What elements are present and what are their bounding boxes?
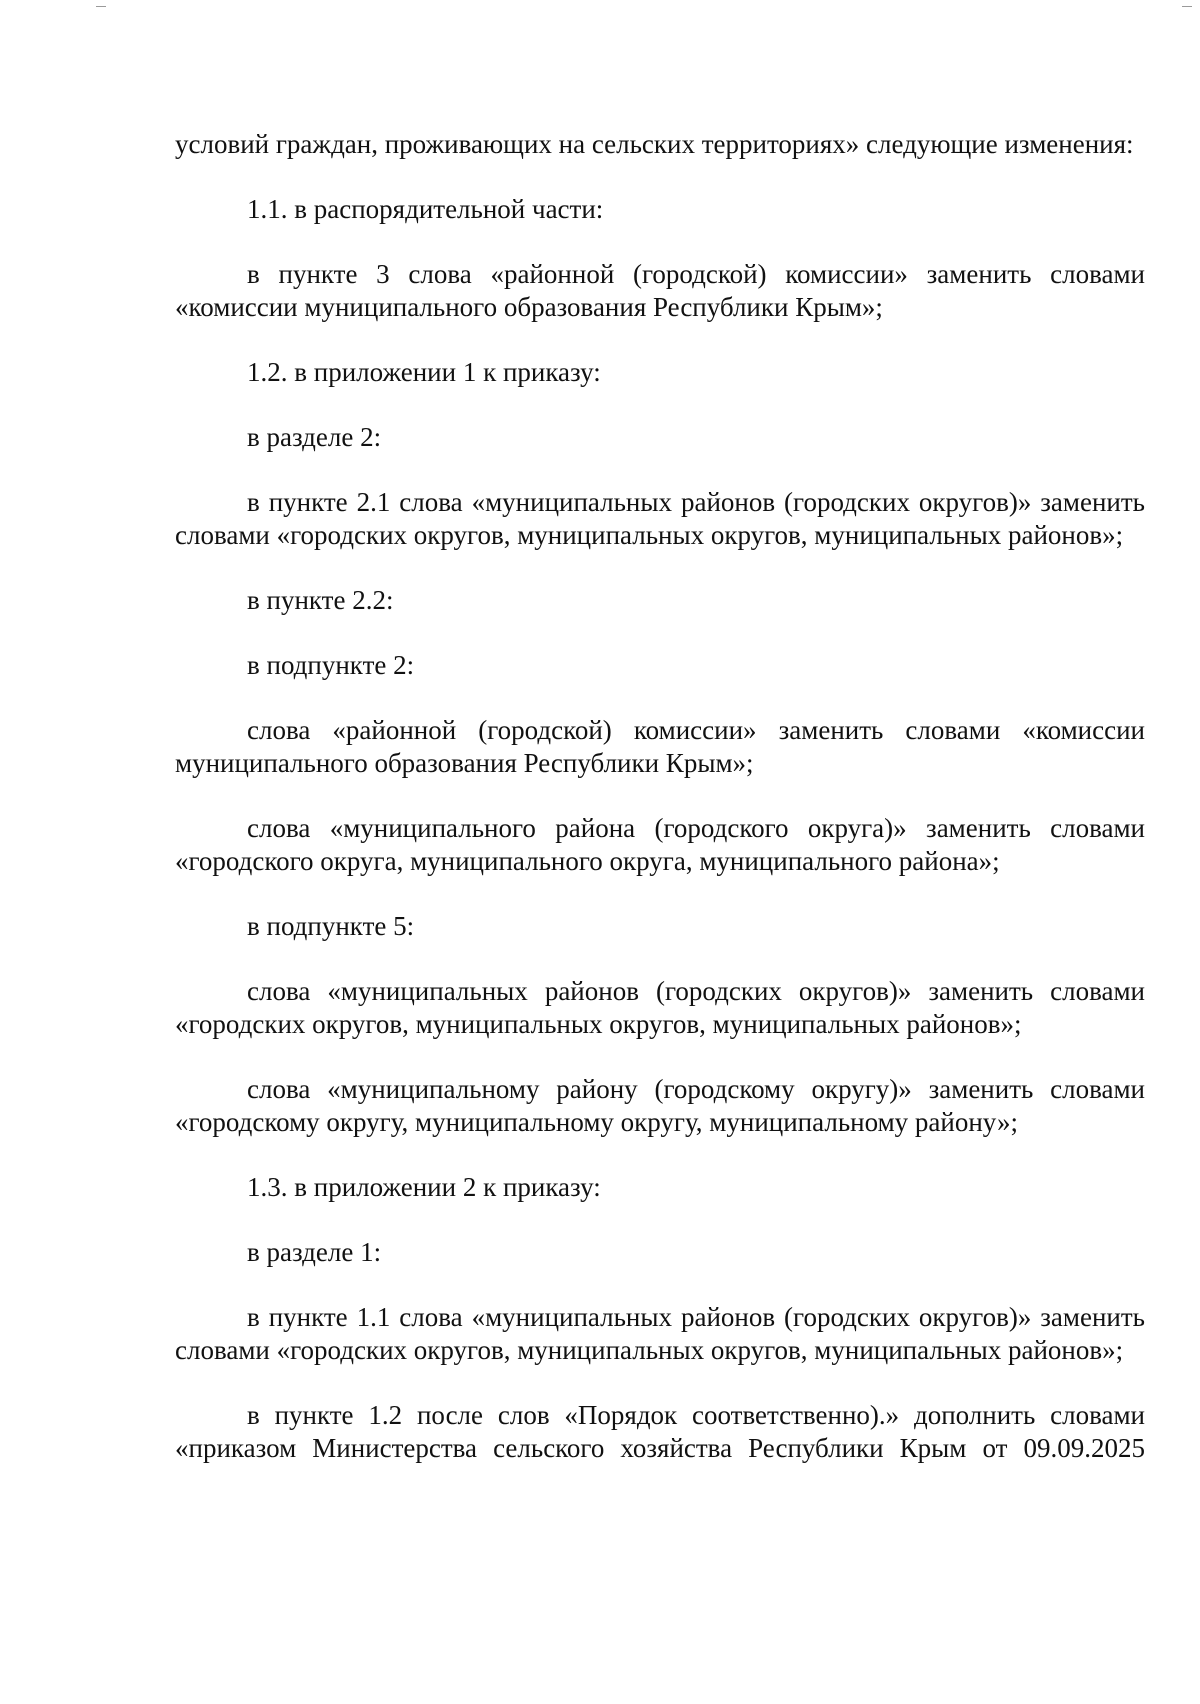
paragraph: слова «районной (городской) комиссии» заменить словами «комиссии муниципального образования Республики Крым»; (175, 715, 1145, 778)
paragraph: в пункте 1.1 слова «муниципальных районов (городских округов)» заменить словами «городских округов, муниципальных округов, муниципальных районов»; (175, 1302, 1145, 1365)
paragraph: в подпункте 5: (247, 911, 415, 941)
scan-edge-mark-left (96, 6, 106, 7)
paragraph: условий граждан, проживающих на сельских территориях» следующие изменения: (175, 129, 1134, 159)
paragraph: слова «муниципальному району (городскому округу)» заменить словами «городскому округу, муниципальному округу, муниципальному району»; (175, 1074, 1145, 1137)
paragraph: 1.2. в приложении 1 к приказу: (247, 357, 601, 387)
paragraph: в разделе 1: (247, 1237, 382, 1267)
paragraph: в пункте 2.2: (247, 585, 394, 615)
document-body (175, 128, 1145, 1497)
paragraph: слова «муниципального района (городского округа)» заменить словами «городского округа, муниципального округа, муниципального района»; (175, 813, 1145, 876)
paragraph: в пункте 2.1 слова «муниципальных районов (городских округов)» заменить словами «городских округов, муниципальных округов, муниципальных районов»; (175, 487, 1145, 550)
scan-edge-mark-right (1182, 6, 1192, 7)
paragraph: 1.3. в приложении 2 к приказу: (247, 1172, 601, 1202)
paragraph: в разделе 2: (247, 422, 382, 452)
paragraph: слова «муниципальных районов (городских округов)» заменить словами «городских округов, муниципальных округов, муниципальных районов»; (175, 976, 1145, 1039)
paragraph: в пункте 1.2 после слов «Порядок соответственно).» дополнить словами «приказом Министерства сельского хозяйства Республики Крым от 09.09.2025 (175, 1400, 1145, 1463)
paragraph: в подпункте 2: (247, 650, 415, 680)
paragraph: 1.1. в распорядительной части: (247, 194, 604, 224)
paragraph: в пункте 3 слова «районной (городской) комиссии» заменить словами «комиссии муниципального образования Республики Крым»; (175, 259, 1145, 322)
